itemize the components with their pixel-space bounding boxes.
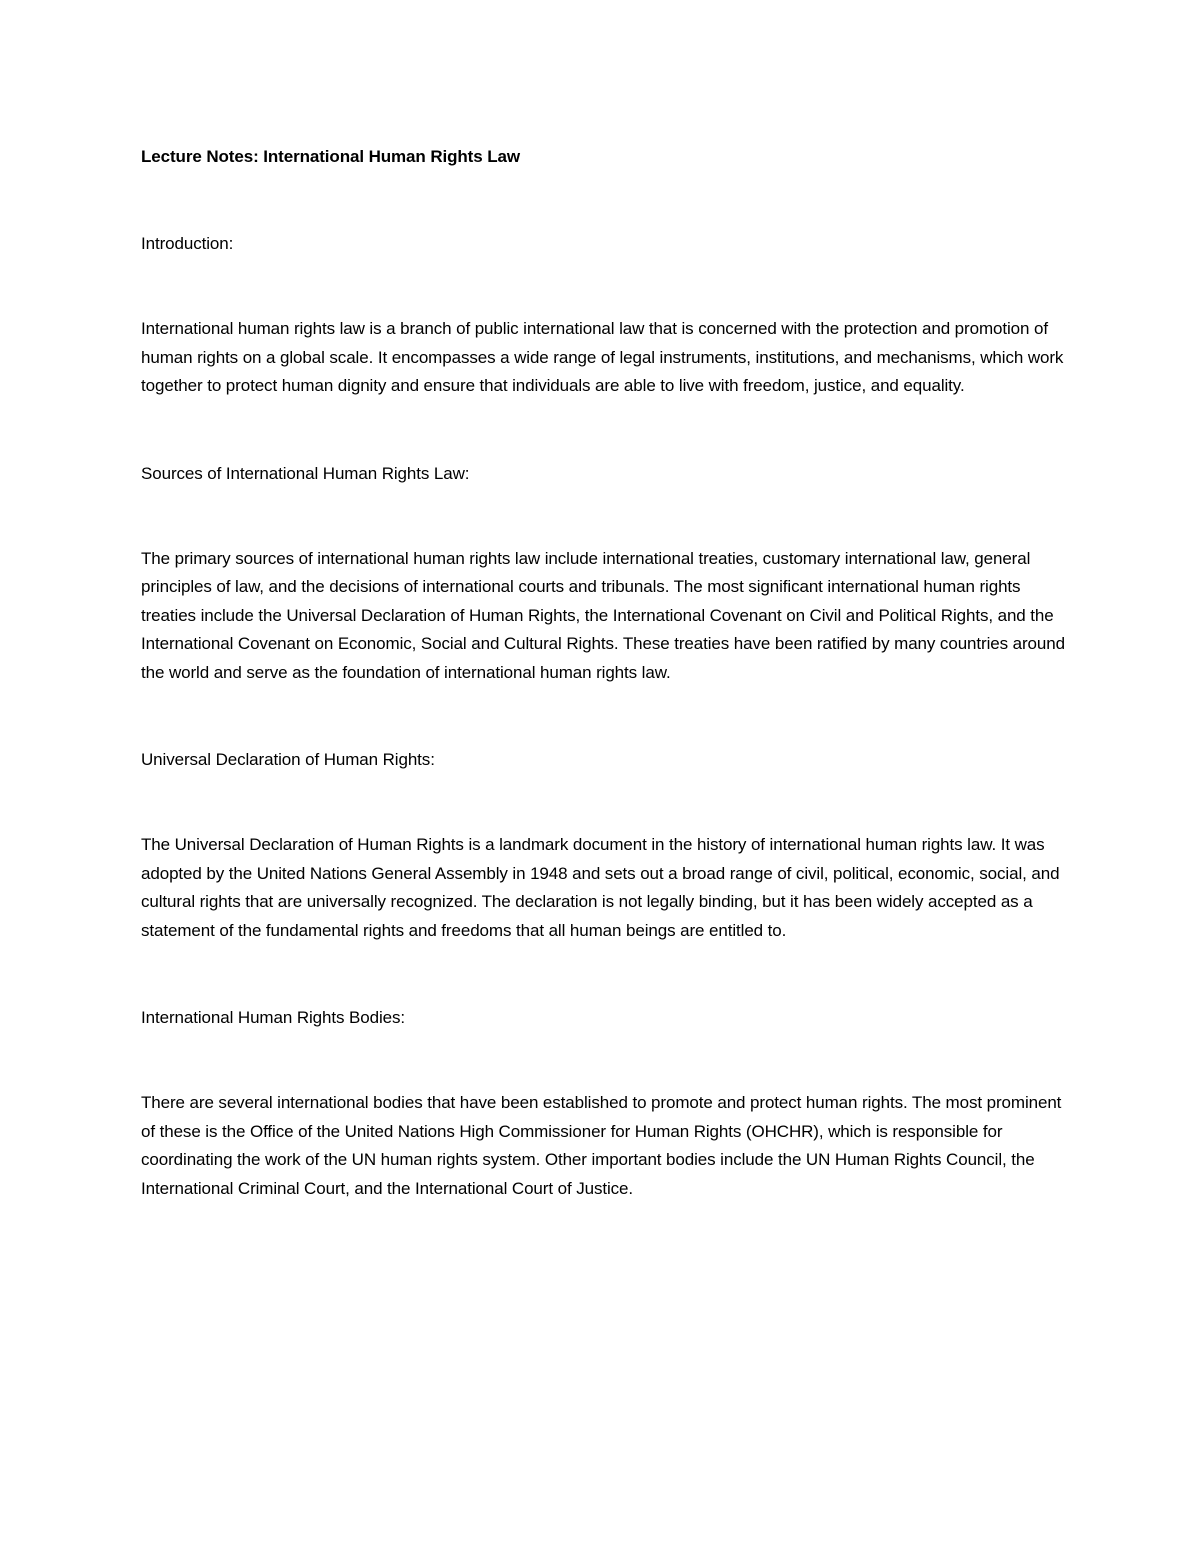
spacer — [141, 687, 1071, 747]
section-heading-introduction: Introduction: — [141, 234, 234, 253]
section-paragraph-sources: The primary sources of international human rights law include international treaties, customary international law, general principles of law, and the decisions of international courts and tribunals. The most significant international human rights treaties include the Universal Declaration of Human Rights, the International Covenant on Civil and Political Rights, and the International Covenant on Economic, Social and Cultural Rights. These treaties have been ratified by many countries around the world and serve as the foundation of international human rights law. — [141, 548, 1065, 682]
section-paragraph-introduction: International human rights law is a branch of public international law that is concerned with the protection and promotion of human rights on a global scale. It encompasses a wide range of legal instruments, institutions, and mechanisms, which work together to protect human dignity and ensure that individuals are able to live with freedom, justice, and equality. — [141, 319, 1064, 395]
spacer — [141, 772, 1071, 831]
section-heading-bodies: International Human Rights Bodies: — [141, 1008, 406, 1027]
spacer — [141, 486, 1071, 545]
spacer — [141, 169, 1071, 231]
spacer — [141, 256, 1071, 315]
section-heading-udhr: Universal Declaration of Human Rights: — [141, 750, 435, 769]
section-heading-sources: Sources of International Human Rights Law: — [141, 463, 470, 483]
document-body — [141, 144, 1071, 1203]
spacer — [141, 1030, 1071, 1089]
section-paragraph-bodies: There are several international bodies that have been established to promote and protect human rights. The most prominent of these is the Office of the United Nations High Commissioner for Human Rights (OHCHR), which is responsible for coordinating the work of the UN human rights system. Other important bodies include the UN Human Rights Council, the International Criminal Court, and the International Court of Justice. — [141, 1093, 1062, 1198]
section-paragraph-udhr: The Universal Declaration of Human Rights is a landmark document in the history of international human rights law. It was adopted by the United Nations General Assembly in 1948 and sets out a broad range of civil, political, economic, social, and cultural rights that are universally recognized. The declaration is not legally binding, but it has been widely accepted as a statement of the fundamental rights and freedoms that all human beings are entitled to. — [141, 835, 1060, 940]
spacer — [141, 945, 1071, 1005]
document-title: Lecture Notes: International Human Rights Law — [141, 147, 520, 166]
spacer — [141, 401, 1071, 461]
